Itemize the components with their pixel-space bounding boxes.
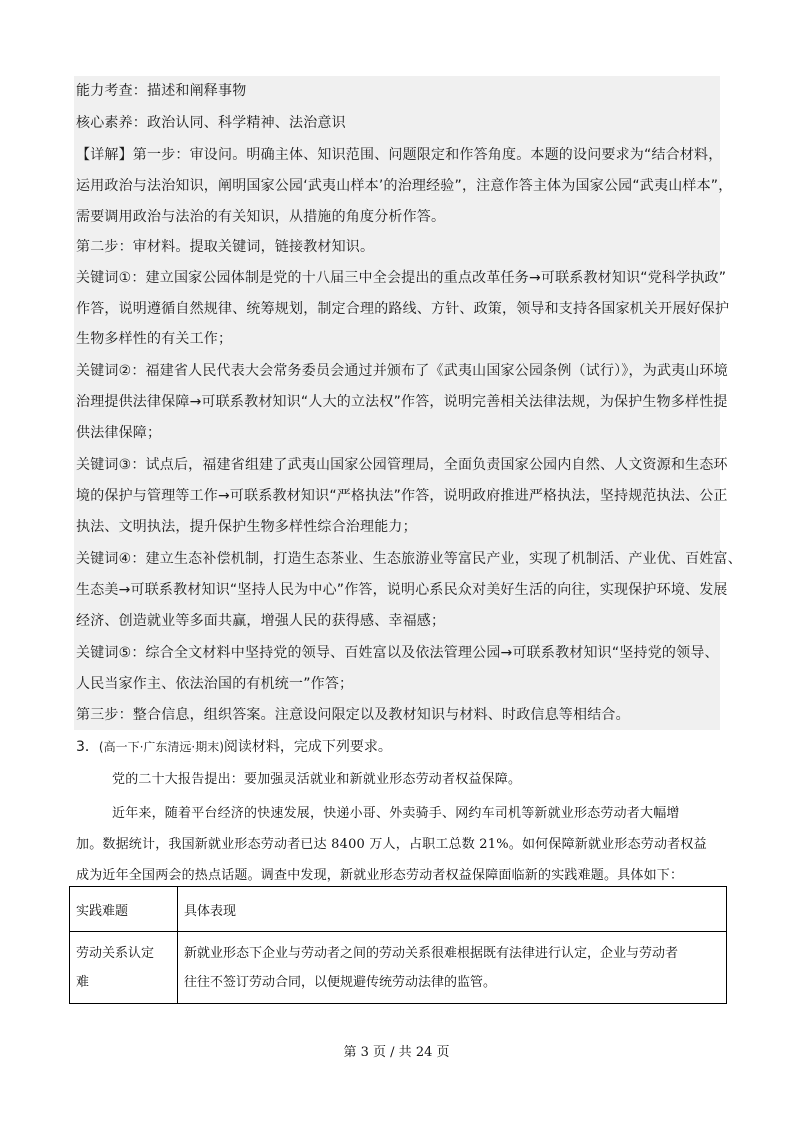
analysis-line: 关键词⑤：综合全文材料中坚持党的领导、百姓富以及依法管理公园→可联系教材知识“坚持党的领导、 [76,645,719,661]
analysis-line: 第三步：整合信息，组织答案。注意设问限定以及教材知识与材料、时政信息等相结合。 [76,707,630,723]
table-header-cell: 实践难题 [70,887,178,932]
cell-line: 劳动关系认定 [76,945,155,961]
cell-line: 难 [76,974,90,990]
analysis-line: 境的保护与管理等工作→可联系教材知识“严格执法”作答，说明政府推进严格执法，坚持规范执法、公正 [76,488,728,504]
analysis-line: 关键词④：建立生态补偿机制，打造生态茶业、生态旅游业等富民产业，实现了机制活、产业优、百姓富、 [76,551,742,567]
analysis-line: 运用政治与法治知识，阐明国家公园‘武夷山样本’的治理经验”，注意作答主体为国家公园“武夷山样本”， [76,178,733,194]
analysis-line: 作答，说明遵循自然规律、统筹规划，制定合理的路线、方针、政策，领导和支持各国家机关开展好保护 [76,301,730,317]
analysis-line: 生态美→可联系教材知识“坚持人民为中心”作答，说明心系民众对美好生活的向往，实现保护环境、发展 [76,582,728,598]
ability-line: 能力考查：描述和阐释事物 [76,83,247,99]
material-line: 近年来，随着平台经济的快速发展，快递小哥、外卖骑手、网约车司机等新就业形态劳动者大幅增 [112,806,680,821]
question-number: 3． [76,739,99,755]
analysis-line: 关键词①：建立国家公园体制是党的十八届三中全会提出的重点改革任务→可联系教材知识“党科学执政” [76,270,727,286]
literacy-line: 核心素养：政治认同、科学精神、法治意识 [76,115,346,131]
table-header-cell: 具体表现 [178,887,727,932]
analysis-line: 第二步：审材料。提取关键词，链接教材知识。 [76,239,375,255]
analysis-line: 供法律保障； [76,425,162,441]
analysis-line: 经济、创造就业等多面共赢，增强人民的获得感、幸福感； [76,613,446,629]
question-prompt: 阅读材料，完成下列要求。 [223,739,392,755]
table-cell-detail [178,932,727,1004]
table-row [70,932,727,1004]
practice-problems-table [69,886,727,1004]
material-paragraph-1: 党的二十大报告提出：要加强灵活就业和新就业形态劳动者权益保障。 [112,772,522,787]
analysis-line: 需要调用政治与法治的有关知识，从措施的角度分析作答。 [76,209,446,225]
analysis-line: 【详解】第一步：审设问。明确主体、知识范围、问题限定和作答角度。本题的设问要求为“结合材料， [76,147,723,163]
material-line: 成为近年全国两会的热点话题。调查中发现，新就业形态劳动者权益保障面临新的实践难题。具体如下： [76,868,684,883]
question-3-heading [76,737,392,757]
page-footer: 第 3 页 / 共 24 页 [343,1045,450,1060]
analysis-line: 关键词③：试点后，福建省组建了武夷山国家公园管理局，全面负责国家公园内自然、人文资源和生态环 [76,457,728,473]
material-line: 加。数据统计，我国新就业形态劳动者已达 8400 万人，占职工总数 21%。如何保障新就业形态劳动者权益 [76,837,707,852]
analysis-line: 生物多样性的有关工作； [76,331,233,347]
analysis-line: 治理提供法律保障→可联系教材知识“人大的立法权”作答，说明完善相关法律法规，为保护生物多样性提 [76,394,728,410]
question-source: (高一下·广东清远·期末) [98,740,224,754]
analysis-line: 关键词②：福建省人民代表大会常务委员会通过并颁布了《武夷山国家公园条例（试行）》，为武夷山环境 [76,363,728,379]
cell-line: 新就业形态下企业与劳动者之间的劳动关系很难根据既有法律进行认定，企业与劳动者 [184,945,679,961]
table-header-row [70,887,727,932]
cell-line: 往往不签订劳动合同，以便规避传统劳动法律的监管。 [184,974,497,990]
table-cell-problem [70,932,178,1004]
analysis-line: 人民当家作主、依法治国的有机统一”作答； [76,676,354,692]
analysis-line: 执法、文明执法，提升保护生物多样性综合治理能力； [76,519,417,535]
